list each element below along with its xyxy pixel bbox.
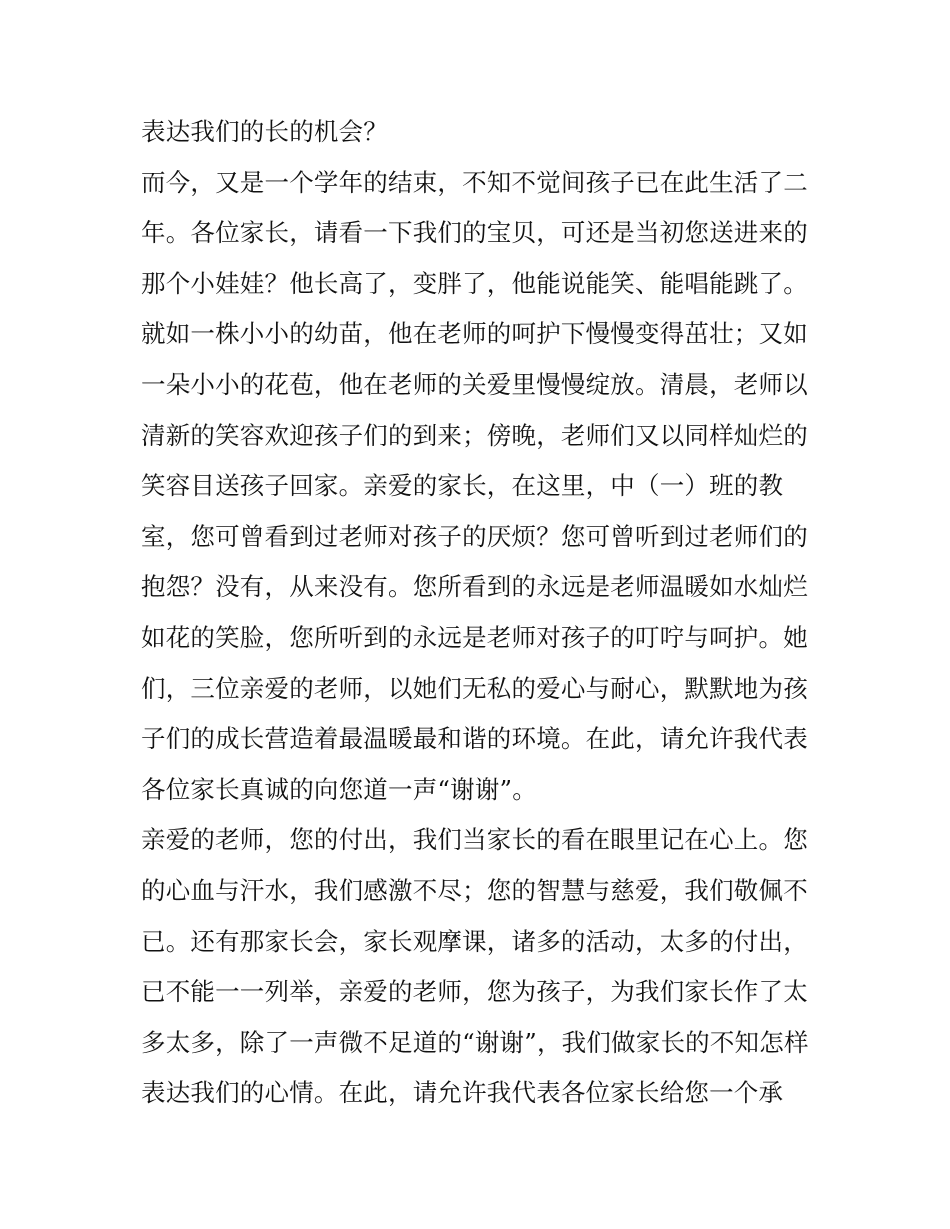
- text-line: 已不能一一列举，亲爱的老师，您为孩子，为我们家长作了太: [141, 977, 808, 1007]
- text-line: 已。还有那家长会，家长观摩课，诸多的活动，太多的付出，: [141, 926, 808, 956]
- text-line: 们，三位亲爱的老师，以她们无私的爱心与耐心，默默地为孩: [141, 673, 808, 703]
- text-line: 一朵小小的花苞，他在老师的关爱里慢慢绽放。清晨，老师以: [141, 369, 808, 399]
- text-line: 抱怨？没有，从来没有。您所看到的永远是老师温暖如水灿烂: [141, 572, 808, 602]
- text-line: 如花的笑脸，您所听到的永远是老师对孩子的叮咛与呵护。她: [141, 622, 808, 652]
- text-line: 多太多，除了一声微不足道的“谢谢”，我们做家长的不知怎样: [141, 1027, 809, 1057]
- text-line: 清新的笑容欢迎孩子们的到来；傍晚，老师们又以同样灿烂的: [141, 420, 808, 450]
- text-line: 各位家长真诚的向您道一声“谢谢”。: [141, 774, 537, 804]
- text-line: 那个小娃娃？他长高了，变胖了，他能说能笑、能唱能跳了。: [141, 268, 808, 298]
- text-line: 的心血与汗水，我们感激不尽；您的智慧与慈爱，我们敬佩不: [141, 875, 808, 905]
- text-line: 表达我们的长的机会？: [141, 117, 388, 146]
- text-line: 笑容目送孩子回家。亲爱的家长，在这里，中（一）班的教: [141, 471, 784, 501]
- text-line: 就如一株小小的幼苗，他在老师的呵护下慢慢变得茁壮；又如: [141, 319, 808, 349]
- text-line: 年。各位家长，请看一下我们的宝贝，可还是当初您送进来的: [141, 218, 808, 248]
- document-body: [141, 107, 821, 1119]
- text-line: 室，您可曾看到过老师对孩子的厌烦？您可曾听到过老师们的: [141, 521, 808, 551]
- text-line: 子们的成长营造着最温暖最和谐的环境。在此，请允许我代表: [141, 724, 808, 754]
- text-line: 而今，又是一个学年的结束，不知不觉间孩子已在此生活了二: [141, 167, 808, 197]
- text-line: 表达我们的心情。在此，请允许我代表各位家长给您一个承: [141, 1078, 784, 1108]
- text-line: 亲爱的老师，您的付出，我们当家长的看在眼里记在心上。您: [141, 825, 808, 855]
